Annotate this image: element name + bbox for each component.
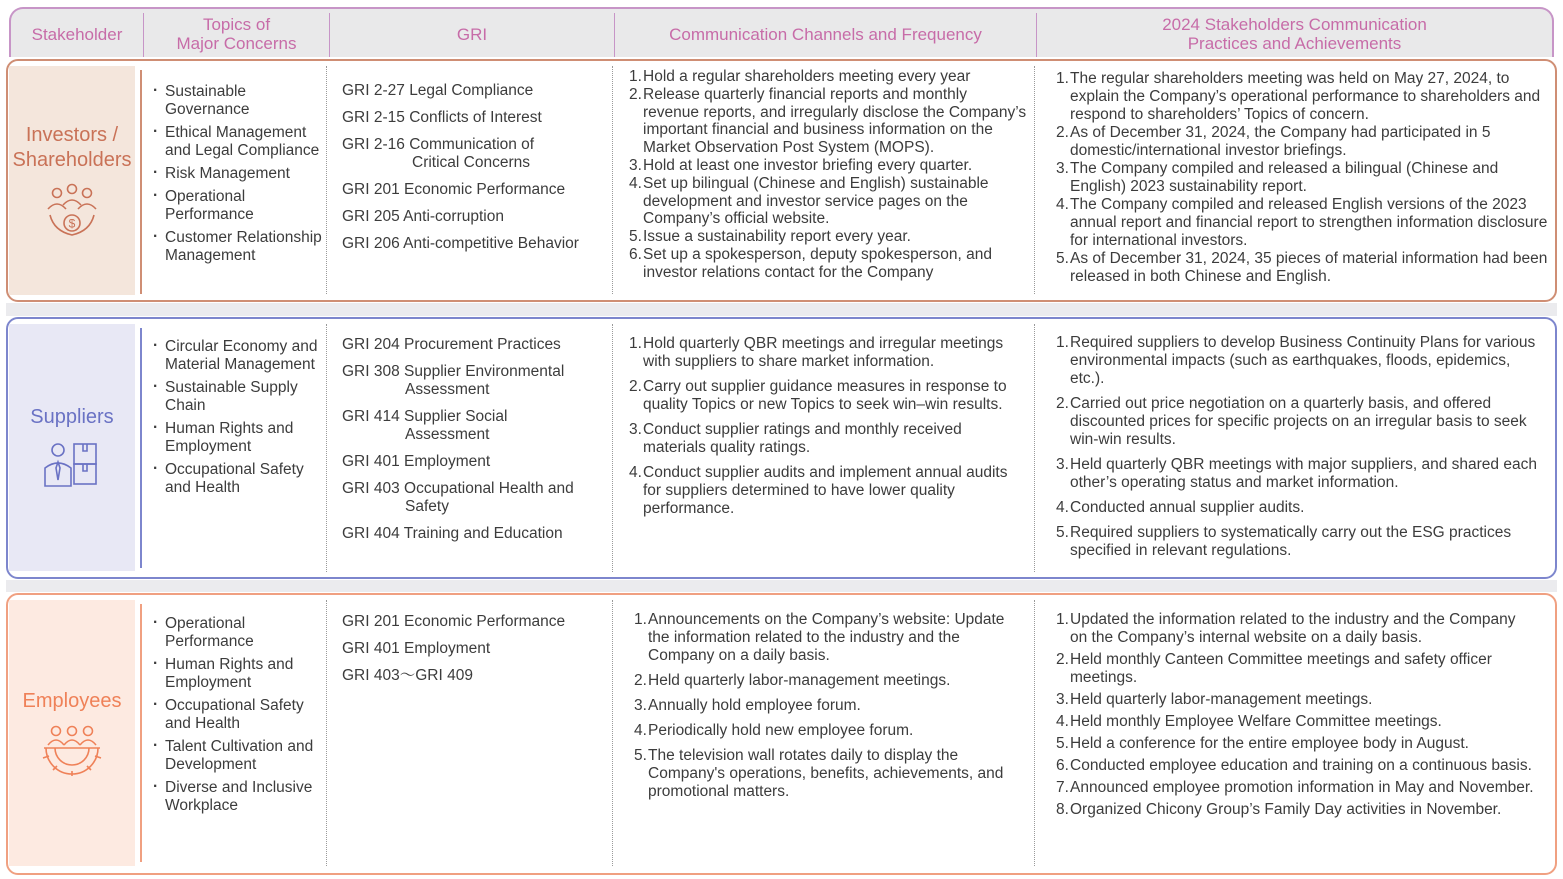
gri-item-text: GRI 404 Training and Education — [342, 525, 563, 542]
gri-item — [342, 613, 610, 631]
gri-item — [342, 640, 610, 658]
channel-item-text: Announcements on the Company’s website: Update the information related to the industry and the Company on a daily basis. — [648, 611, 1005, 664]
topic-item: · Talent Cultivation and Development — [153, 738, 325, 774]
gri-cell-suppliers — [342, 336, 610, 552]
channel-item-text: Set up a spokesperson, deputy spokesperson, and investor relations contact for the Company — [643, 245, 992, 281]
topics-cell-suppliers — [153, 338, 325, 502]
practice-item: 2. Held monthly Canteen Committee meetings and safety officer meetings. — [1056, 651, 1492, 686]
practice-item-text: The Company compiled and released a bilingual (Chinese and English) 2023 sustainability report. — [1070, 160, 1499, 195]
practice-item: 3. Held quarterly labor-management meetings. — [1056, 691, 1373, 708]
employees-gear-icon — [41, 724, 103, 778]
practice-item: 6. Conducted employee education and training on a continuous basis. — [1056, 757, 1532, 774]
topic-item: · Diverse and Inclusive Workplace — [153, 779, 325, 815]
gri-item-text: GRI 206 Anti-competitive Behavior — [342, 235, 579, 252]
channel-item: 3. Conduct supplier ratings and monthly received materials quality ratings. — [629, 421, 962, 456]
channels-cell-employees — [634, 611, 1018, 801]
topic-item: · Circular Economy and Material Management — [153, 338, 325, 374]
section-gap — [6, 580, 1557, 592]
topic-item: · Occupational Safety and Health — [153, 461, 325, 497]
practice-item-text: As of December 31, 2024, the Company had participated in 5 domestic/international investor briefings. — [1070, 124, 1491, 159]
channel-item: 2. Held quarterly labor-management meetings. — [634, 672, 951, 689]
practice-item-text: The regular shareholders meeting was held on May 27, 2024, to explain the Company’s operational performance to shareholders and respond to shareholders’ Topics of concern. — [1070, 70, 1541, 123]
channel-item-text: Hold a regular shareholders meeting every year — [643, 68, 971, 85]
practice-item-text: Updated the information related to the industry and the Company on the Company’s internal website on a daily basis. — [1070, 611, 1516, 646]
stakeholder-suppliers — [9, 324, 135, 571]
gri-item — [342, 235, 610, 253]
gri-item-text: GRI 204 Procurement Practices — [342, 336, 561, 353]
gri-item-text: GRI 414 Supplier Social — [342, 408, 508, 425]
channels-cell-suppliers — [629, 335, 1021, 518]
channel-item-text: Set up bilingual (Chinese and English) sustainable development and investor service pages on the Company’s official website. — [643, 174, 989, 228]
stakeholder-label-line2: Shareholders — [12, 148, 132, 171]
channel-item: 5. Issue a sustainability report every year. — [629, 228, 911, 246]
header-gri: GRI — [456, 24, 488, 44]
section-gap — [6, 303, 1557, 316]
stakeholder-employees — [9, 600, 135, 866]
header-topics-line1: Topics of — [202, 15, 271, 34]
header-topics — [144, 9, 329, 59]
channel-item: 4. Conduct supplier audits and implement annual audits for suppliers determined to have lower quality performance. — [629, 464, 1008, 517]
practice-item: 4. The Company compiled and released English versions of the 2023 annual report and financial report to strengthen information disclosure for international investors. — [1056, 196, 1548, 249]
topic-item: · Human Rights and Employment — [153, 656, 325, 692]
gri-item-text: GRI 401 Employment — [342, 640, 491, 657]
practice-item: 5. As of December 31, 2024, 35 pieces of material information had been released in both Chinese and English. — [1056, 250, 1548, 285]
topic-item: · Operational Performance — [153, 615, 325, 651]
practice-item: 1. The regular shareholders meeting was held on May 27, 2024, to explain the Company’s operational performance to shareholders and respond to shareholders’ Topics of concern. — [1056, 70, 1541, 123]
channel-item-text: Conduct supplier audits and implement annual audits for suppliers determined to have lower quality performance. — [643, 464, 1008, 517]
column-divider — [1034, 600, 1035, 866]
practice-item: 4. Held monthly Employee Welfare Committee meetings. — [1056, 713, 1442, 730]
channel-item: 6. Set up a spokesperson, deputy spokesperson, and investor relations contact for the Company — [629, 245, 992, 281]
topics-cell-employees — [153, 615, 325, 820]
column-divider — [612, 324, 613, 572]
stakeholder-label — [13, 123, 132, 173]
channel-item: 3. Annually hold employee forum. — [634, 697, 861, 714]
supplier-boxes-icon — [42, 440, 102, 490]
topic-item: · Risk Management — [153, 165, 325, 183]
header-practices-line1: 2024 Stakeholders Communication — [1162, 15, 1427, 34]
stakeholder-label — [30, 405, 113, 430]
gri-item — [342, 181, 610, 199]
channel-item: 5. The television wall rotates daily to display the Company's operations, benefits, achievements, and promotional matters. — [634, 747, 1004, 800]
row-divider — [140, 604, 142, 862]
practices-cell-investors — [1056, 70, 1548, 286]
channel-item-text: Carry out supplier guidance measures in response to quality Topics or new Topics to seek win–win results. — [643, 378, 1007, 413]
practice-item-text: Held a conference for the entire employee body in August. — [1070, 735, 1469, 752]
practice-item-text: Held monthly Canteen Committee meetings and safety officer meetings. — [1070, 651, 1492, 686]
gri-item — [342, 136, 610, 172]
channel-item: 4. Periodically hold new employee forum. — [634, 722, 914, 739]
column-divider — [1034, 66, 1035, 294]
practice-item-text: Organized Chicony Group’s Family Day activities in November. — [1070, 801, 1502, 818]
channel-item: 1. Announcements on the Company’s website: Update the information related to the industry and the Company on a daily basis. — [634, 611, 1005, 664]
stakeholder-label-line1: Employees — [22, 689, 122, 712]
gri-item — [342, 453, 610, 471]
practice-item-text: Held quarterly labor-management meetings. — [1070, 691, 1373, 708]
gri-item — [342, 408, 610, 444]
practice-item: 2. As of December 31, 2024, the Company had participated in 5 domestic/international investor briefings. — [1056, 124, 1491, 159]
gri-item-continuation: Assessment — [405, 426, 490, 443]
practice-item-text: Conducted annual supplier audits. — [1070, 499, 1305, 516]
row-divider — [140, 70, 142, 294]
stakeholder-investors — [9, 66, 135, 295]
practice-item: 1. Updated the information related to the industry and the Company on the Company’s internal website on a daily basis. — [1056, 611, 1516, 646]
channel-item-text: Annually hold employee forum. — [648, 697, 861, 714]
gri-item — [342, 109, 610, 127]
practice-item-text: Held monthly Employee Welfare Committee meetings. — [1070, 713, 1442, 730]
topic-item: · Sustainable Supply Chain — [153, 379, 325, 415]
channel-item-text: The television wall rotates daily to display the Company's operations, benefits, achievements, and promotional matters. — [648, 747, 1004, 800]
channel-item: 3. Hold at least one investor briefing every quarter. — [629, 156, 973, 174]
channel-item-text: Hold at least one investor briefing every quarter. — [643, 156, 973, 174]
channel-item: 2. Carry out supplier guidance measures in response to quality Topics or new Topics to seek win–win results. — [629, 378, 1007, 413]
channels-cell-investors — [629, 68, 1027, 282]
practice-item: 8. Organized Chicony Group’s Family Day activities in November. — [1056, 801, 1502, 818]
practice-item: 4. Conducted annual supplier audits. — [1056, 499, 1305, 516]
practice-item: 3. Held quarterly QBR meetings with major suppliers, and shared each other’s operating status and market information. — [1056, 456, 1537, 491]
gri-item-text: GRI 2-16 Communication of — [342, 136, 535, 153]
header-practices — [1037, 9, 1552, 59]
column-divider — [612, 600, 613, 866]
column-divider — [1034, 324, 1035, 572]
header-practices-line2: Practices and Achievements — [1187, 34, 1402, 53]
gri-item-text: GRI 201 Economic Performance — [342, 613, 566, 630]
practice-item: 1. Required suppliers to develop Business Continuity Plans for various environmental impacts (such as earthquakes, floods, epidemics, etc.). — [1056, 334, 1536, 387]
channel-item-text: Release quarterly financial reports and monthly revenue reports, and irregularly disclose the Company’s important financial and business information on the Market Observation Post System (MOPS). — [643, 85, 1027, 157]
channel-item-text: Issue a sustainability report every year. — [643, 228, 911, 246]
gri-item — [342, 525, 610, 543]
topic-item: · Human Rights and Employment — [153, 420, 325, 456]
gri-item-text: GRI 308 Supplier Environmental — [342, 363, 565, 380]
gri-item — [342, 480, 610, 516]
gri-item — [342, 82, 610, 100]
channel-item: 4. Set up bilingual (Chinese and English) sustainable development and investor service pages on the Company’s official website. — [629, 174, 989, 228]
channel-item-text: Held quarterly labor-management meetings. — [648, 672, 951, 689]
gri-item-text: GRI 403 Occupational Health and — [342, 480, 574, 497]
practice-item: 5. Required suppliers to systematically carry out the ESG practices specified in relevant regulations. — [1056, 524, 1512, 559]
stakeholder-label — [23, 689, 122, 714]
column-divider — [612, 66, 613, 294]
channel-item: 2. Release quarterly financial reports and monthly revenue reports, and irregularly disclose the Company’s important financial and business information on the Market Observation Post System (MOPS). — [629, 85, 1027, 157]
row-divider — [140, 328, 142, 568]
column-divider — [326, 66, 327, 294]
channel-item-text: Conduct supplier ratings and monthly received materials quality ratings. — [643, 421, 962, 456]
topic-item: · Operational Performance — [153, 188, 325, 224]
header-stakeholder: Stakeholder — [31, 24, 123, 44]
channel-item-text: Periodically hold new employee forum. — [648, 722, 914, 739]
gri-item-continuation: Assessment — [405, 381, 490, 398]
practice-item-text: Required suppliers to systematically carry out the ESG practices specified in relevant regulations. — [1070, 524, 1512, 559]
practice-item-text: Held quarterly QBR meetings with major suppliers, and shared each other’s operating status and market information. — [1070, 456, 1537, 491]
header-topics-line2: Major Concerns — [176, 34, 297, 53]
topic-item: · Occupational Safety and Health — [153, 697, 325, 733]
column-divider — [326, 600, 327, 866]
column-divider — [326, 324, 327, 572]
practice-item: 5. Held a conference for the entire employee body in August. — [1056, 735, 1469, 752]
channel-item: 1. Hold quarterly QBR meetings and irregular meetings with suppliers to share market information. — [629, 335, 1004, 370]
gri-item-text: GRI 2-27 Legal Compliance — [342, 82, 534, 99]
gri-item — [342, 336, 610, 354]
practice-item-text: Conducted employee education and training on a continuous basis. — [1070, 757, 1532, 774]
gri-item-text: GRI 201 Economic Performance — [342, 181, 566, 198]
practice-item-text: Announced employee promotion information in May and November. — [1070, 779, 1534, 796]
practice-item: 3. The Company compiled and released a bilingual (Chinese and English) 2023 sustainability report. — [1056, 160, 1499, 195]
gri-item-text: GRI 205 Anti-corruption — [342, 208, 504, 225]
practice-item-text: The Company compiled and released English versions of the 2023 annual report and financial report to strengthen information disclosure for international investors. — [1070, 196, 1548, 249]
topic-item: · Sustainable Governance — [153, 83, 325, 119]
practice-item: 7. Announced employee promotion information in May and November. — [1056, 779, 1534, 796]
topics-cell-investors — [153, 83, 325, 270]
gri-item-text: GRI 403～GRI 409 — [342, 667, 473, 684]
gri-item — [342, 667, 610, 685]
stakeholder-label-line1: Investors / — [25, 123, 119, 146]
gri-item — [342, 363, 610, 399]
gri-item-text: GRI 401 Employment — [342, 453, 491, 470]
gri-item-text: GRI 2-15 Conflicts of Interest — [342, 109, 542, 126]
header-channels: Communication Channels and Frequency — [669, 24, 982, 44]
topic-item: · Ethical Management and Legal Compliance — [153, 124, 325, 160]
gri-item-continuation: Safety — [405, 498, 449, 515]
investors-money-icon — [42, 183, 102, 239]
gri-item-continuation: Critical Concerns — [412, 154, 531, 171]
gri-item — [342, 208, 610, 226]
channel-item-text: Hold quarterly QBR meetings and irregular meetings with suppliers to share market information. — [643, 335, 1004, 370]
stakeholder-label-line1: Suppliers — [30, 406, 114, 428]
topic-item: · Customer Relationship Management — [153, 229, 325, 265]
practice-item: 2. Carried out price negotiation on a quarterly basis, and offered discounted prices for specific projects on an irregular basis to seek win-win results. — [1056, 395, 1527, 448]
gri-cell-employees — [342, 613, 610, 694]
gri-cell-investors — [342, 82, 610, 262]
practices-cell-suppliers — [1056, 334, 1540, 560]
practice-item-text: Required suppliers to develop Business Continuity Plans for various environmental impacts (such as earthquakes, floods, epidemics, etc.). — [1070, 334, 1536, 387]
channel-item: 1. Hold a regular shareholders meeting every year — [629, 68, 971, 85]
practice-item-text: As of December 31, 2024, 35 pieces of material information had been released in both Chinese and English. — [1070, 250, 1548, 285]
practice-item-text: Carried out price negotiation on a quarterly basis, and offered discounted prices for specific projects on an irregular basis to seek win-win results. — [1070, 395, 1527, 448]
table-header — [9, 7, 1554, 57]
svg-text:$: $ — [68, 216, 76, 230]
practices-cell-employees — [1056, 611, 1534, 819]
